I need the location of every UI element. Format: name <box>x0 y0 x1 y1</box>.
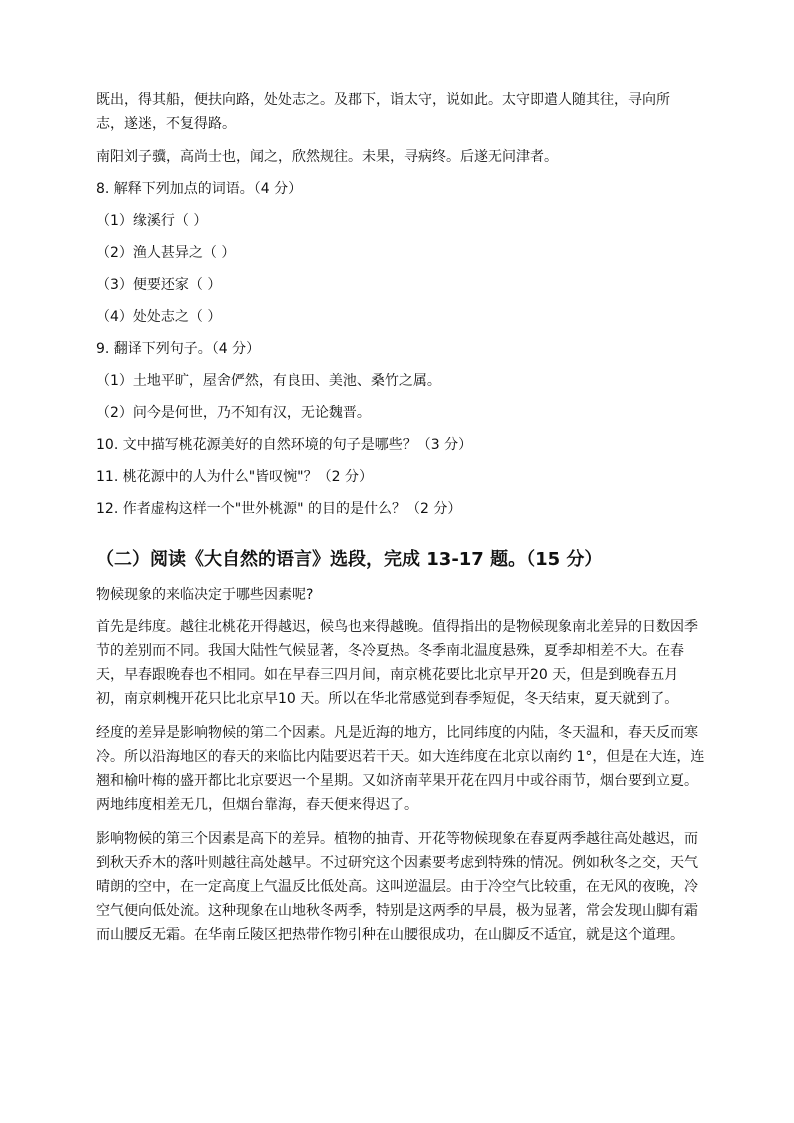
question-line: （2）问今是何世，乃不知有汉，无论魏晋。 <box>96 405 371 421</box>
passage-line: 志，遂迷，不复得路。 <box>96 116 236 132</box>
section-heading: （二）阅读《大自然的语言》选段，完成 13-17 题。（15 分） <box>96 549 603 570</box>
question-line: （2）渔人甚异之（ ） <box>96 245 236 261</box>
reading-paragraph: 首先是纬度。越往北桃花开得越迟，候鸟也来得越晚。值得指出的是物候现象南北差异的日数因季节的差别而不同。我国大陆性气候显著，冬冷夏热。冬季南北温度悬殊，夏季却相差不大。在春天，早春跟晚春也不相同。如在早春三四月间，南京桃花要比北京早开20 天，但是到晚春五月初，南京刺槐开花只比北京早10 天。所以在华北常感觉到春季短促，冬天结束，夏天就到了。 <box>96 619 698 707</box>
question-line: 12. 作者虚构这样一个"世外桃源" 的目的是什么？（2 分） <box>96 501 462 517</box>
section-prompt: 物候现象的来临决定于哪些因素呢? <box>96 587 314 603</box>
question-line: 10. 文中描写桃花源美好的自然环境的句子是哪些？（3 分） <box>96 437 473 453</box>
reading-paragraph: 经度的差异是影响物候的第二个因素。凡是近海的地方，比同纬度的内陆，冬天温和，春天反而寒冷。所以沿海地区的春天的来临比内陆要迟若干天。如大连纬度在北京以南约 1°，但是在大连，连翘和榆叶梅的盛开都比北京要迟一个星期。又如济南苹果开花在四月中或谷雨节，烟台要到立夏。两地纬度相差无几，但烟台靠海，春天便来得迟了。 <box>96 725 705 813</box>
question-line: 9. 翻译下列句子。（4 分） <box>96 341 261 357</box>
passage-line: 既出，得其船，便扶向路，处处志之。及郡下，诣太守，说如此。太守即遣人随其往，寻向所 <box>96 92 670 108</box>
reading-paragraph: 影响物候的第三个因素是高下的差异。植物的抽青、开花等物候现象在春夏两季越往高处越迟，而到秋天乔木的落叶则越往高处越早。不过研究这个因素要考虑到特殊的情况。例如秋冬之交，天气晴朗的空中，在一定高度上气温反比低处高。这叫逆温层。由于冷空气比较重，在无风的夜晚，冷空气便向低处流。这种现象在山地秋冬两季，特别是这两季的早晨，极为显著，常会发现山脚有霜而山腰反无霜。在华南丘陵区把热带作物引种在山腰很成功，在山脚反不适宜，就是这个道理。 <box>96 831 698 943</box>
question-line: （1）土地平旷，屋舍俨然，有良田、美池、桑竹之属。 <box>96 373 441 389</box>
passage-paragraph: 南阳刘子骥，高尚士也，闻之，欣然规往。未果，寻病终。后遂无问津者。 <box>96 149 558 165</box>
question-line: 11. 桃花源中的人为什么"皆叹惋"？（2 分） <box>96 469 373 485</box>
passage-paragraph <box>96 88 706 136</box>
question-list <box>96 177 706 529</box>
question-line: （3）便要还家（ ） <box>96 277 222 293</box>
question-line: （1）缘溪行（ ） <box>96 213 208 229</box>
document-page <box>96 88 706 957</box>
question-line: （4）处处志之（ ） <box>96 309 222 325</box>
question-line: 8. 解释下列加点的词语。（4 分） <box>96 181 303 197</box>
